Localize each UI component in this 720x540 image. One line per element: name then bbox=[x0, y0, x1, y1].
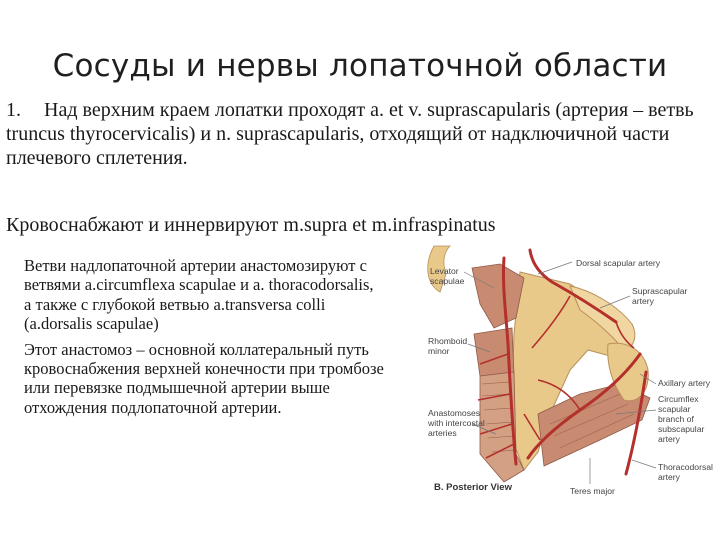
side-text-block bbox=[24, 256, 384, 423]
slide-title: Сосуды и нервы лопаточной области bbox=[52, 48, 668, 84]
label-suprascapular-artery: Suprascapular artery bbox=[632, 286, 688, 306]
paragraph-suprascapular-vessels bbox=[6, 98, 706, 170]
scapular-anastomosis-diagram bbox=[420, 244, 716, 536]
figure-caption: B. Posterior View bbox=[434, 482, 512, 493]
label-levator-scapulae: Levator scapulae bbox=[430, 266, 465, 286]
label-rhomboid-minor: Rhomboid minor bbox=[428, 336, 468, 356]
label-circumflex-scapular: Circumflex scapular branch of subscapular artery bbox=[658, 394, 705, 444]
label-teres-major: Teres major bbox=[570, 486, 615, 496]
label-thoracodorsal-artery: Thoracodorsal artery bbox=[658, 462, 713, 482]
paragraph-1-text: Над верхним краем лопатки проходят a. et v. suprascapularis (артерия – ветвь truncus thyrocervicalis) и n. suprascapularis, отходящий от надключичной части плечевого сплетения. bbox=[6, 99, 694, 169]
side-text-anastomosis: Ветви надлопаточной артерии анастомозируют с ветвями a.circumflexa scapulae и a. thoracodorsalis, а также с глубокой ветвью a.transversa colli (a.dorsalis scapulae) bbox=[24, 256, 374, 334]
paragraph-blood-supply: Кровоснабжают и иннервируют m.supra et m.infraspinatus bbox=[6, 214, 496, 236]
label-dorsal-scapular-artery: Dorsal scapular artery bbox=[576, 258, 661, 268]
label-anastomoses: Anastomoses with intercostal arteries bbox=[428, 408, 485, 438]
side-text-collateral: Этот анастомоз – основной коллатеральный путь кровоснабжения верхней конечности при тромбозе или перевязке подмышечной артерии выше отхождения подлопаточной артерии. bbox=[24, 339, 384, 417]
paragraph-number: 1. bbox=[6, 99, 21, 121]
label-axillary-artery: Axillary artery bbox=[658, 378, 711, 388]
anatomy-illustration bbox=[420, 244, 716, 536]
